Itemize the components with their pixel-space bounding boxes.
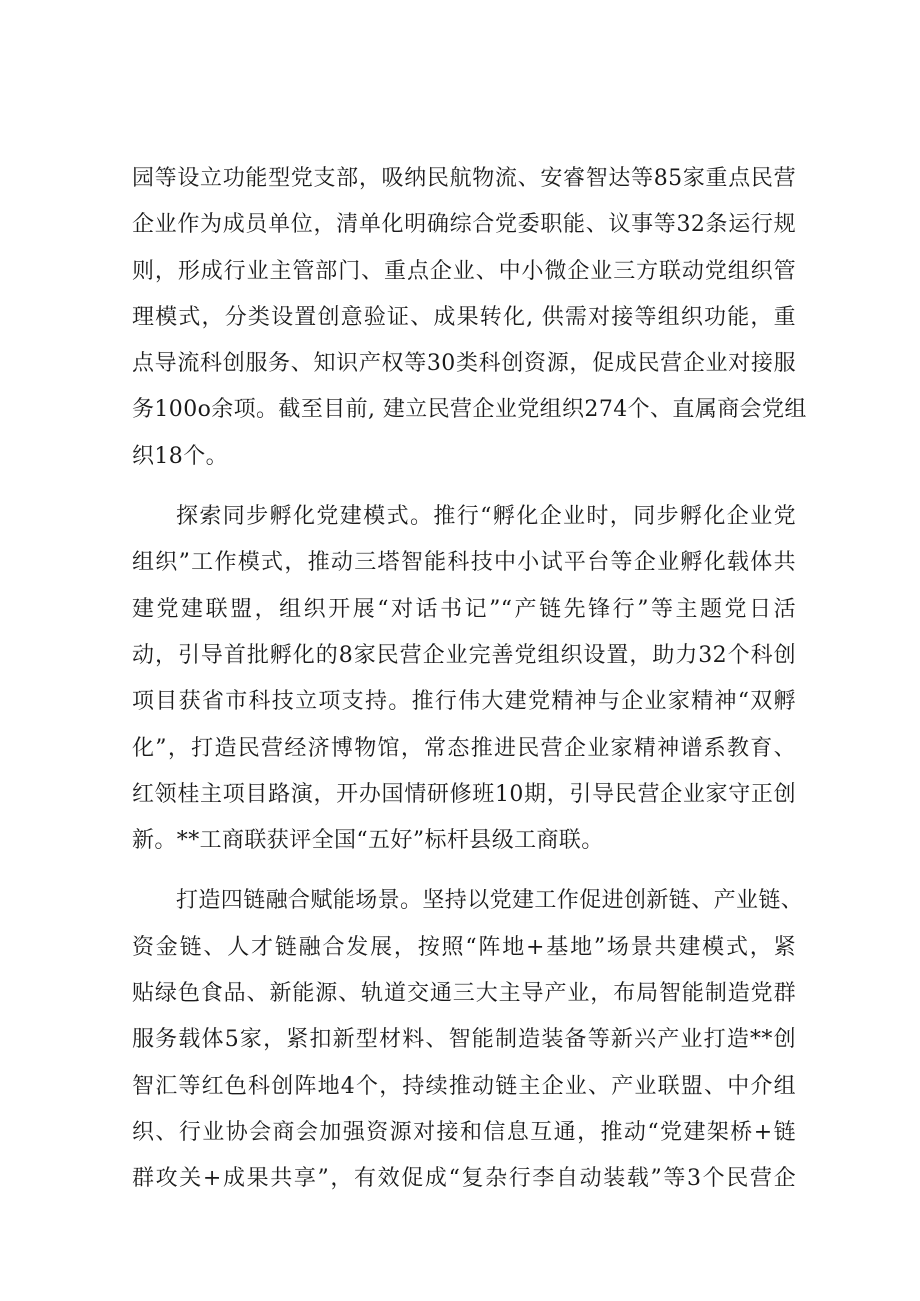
text-line: 组织”工作模式，推动三塔智能科技中小试平台等企业孵化载体共	[132, 550, 796, 576]
paragraph-1	[132, 156, 807, 480]
paragraph-spacer	[132, 480, 796, 494]
text-line: 红领桂主项目路演，开办国情研修班10期，引导民营企业家守正创	[132, 781, 796, 807]
text-line: 织18个。	[132, 443, 228, 469]
text-line: 智汇等红色科创阵地4个，持续推动链主企业、产业联盟、中介组	[132, 1073, 796, 1099]
text-line: 群攻关+成果共享”，有效促成“复杂行李自动装载”等3个民营企	[132, 1166, 796, 1192]
document-body	[132, 156, 807, 1203]
text-line: 资金链、人才链融合发展，按照“阵地+基地”场景共建模式，紧	[132, 934, 796, 960]
text-line: 企业作为成员单位，清单化明确综合党委职能、议事等32条运行规	[132, 212, 796, 238]
text-line: 新。**工商联获评全国“五好”标杆县级工商联。	[132, 828, 604, 854]
text-line: 务100o余项。截至目前, 建立民营企业党组织274个、直属商会党组	[132, 397, 807, 423]
text-line: 织、行业协会商会加强资源对接和信息互通，推动“党建架桥+链	[132, 1119, 796, 1145]
text-line: 建党建联盟，组织开展“对话书记”“产链先锋行”等主题党日活	[132, 596, 796, 622]
text-line: 探索同步孵化党建模式。推行“孵化企业时，同步孵化企业党	[176, 504, 796, 530]
text-line: 项目获省市科技立项支持。推行伟大建党精神与企业家精神“双孵	[132, 689, 796, 715]
paragraph-3	[132, 878, 804, 1202]
text-line: 理模式，分类设置创意验证、成果转化, 供需对接等组织功能，重	[132, 304, 796, 330]
text-line: 贴绿色食品、新能源、轨道交通三大主导产业，布局智能制造党群	[132, 981, 796, 1007]
text-line: 化”，打造民营经济博物馆，常态推进民营企业家精神谱系教育、	[132, 735, 796, 761]
text-line: 园等设立功能型党支部，吸纳民航物流、安睿智达等85家重点民营	[132, 166, 796, 191]
text-line: 服务载体5家，紧扣新型材料、智能制造装备等新兴产业打造**创	[132, 1027, 796, 1053]
text-line: 则，形成行业主管部门、重点企业、中小微企业三方联动党组织管	[132, 258, 796, 284]
text-line: 动，引导首批孵化的8家民营企业完善党组织设置，助力32个科创	[132, 642, 796, 668]
text-line: 点导流科创服务、知识产权等30类科创资源，促成民营企业对接服	[132, 351, 796, 377]
text-line: 打造四链融合赋能场景。坚持以党建工作促进创新链、产业链、	[176, 888, 804, 914]
paragraph-2	[132, 494, 796, 864]
paragraph-spacer	[132, 864, 796, 878]
